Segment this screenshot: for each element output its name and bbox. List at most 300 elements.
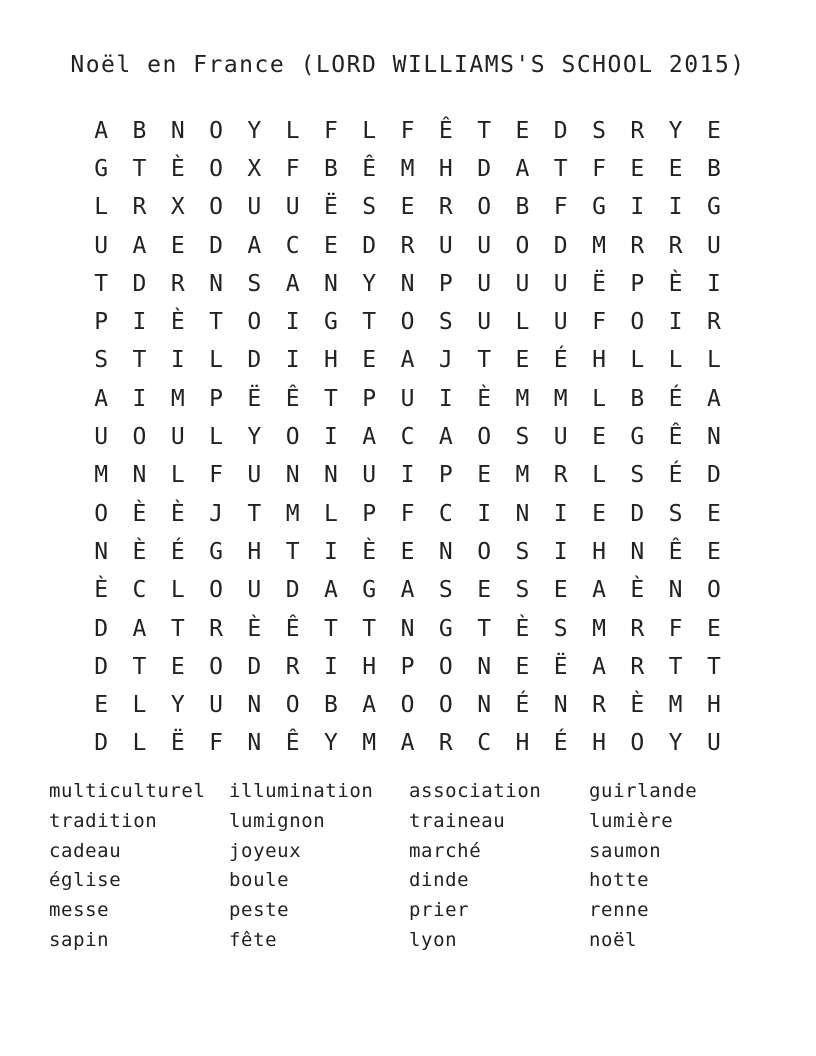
grid-letter[interactable]: P (209, 385, 223, 412)
grid-letter[interactable]: E (630, 155, 645, 182)
grid-letter[interactable]: I (553, 538, 568, 565)
grid-letter[interactable]: H (362, 653, 377, 680)
grid-letter[interactable]: R (630, 232, 645, 259)
grid-letter[interactable]: C (285, 232, 300, 259)
grid-letter[interactable]: L (592, 462, 606, 489)
grid-letter[interactable]: Ê (285, 730, 300, 757)
grid-letter[interactable]: E (477, 462, 492, 489)
grid-letter[interactable]: U (477, 309, 492, 336)
grid-letter[interactable]: T (247, 500, 262, 527)
grid-letter[interactable]: R (553, 462, 568, 489)
grid-letter[interactable]: A (94, 117, 109, 144)
grid-letter[interactable]: C (400, 424, 415, 451)
grid-letter[interactable]: O (477, 538, 492, 565)
grid-letter[interactable]: R (209, 615, 223, 642)
grid-letter[interactable]: È (362, 538, 377, 565)
grid-letter[interactable]: U (553, 270, 568, 297)
grid-letter[interactable]: L (592, 385, 606, 412)
grid-letter[interactable]: M (592, 615, 606, 642)
grid-letter[interactable]: R (706, 309, 721, 336)
grid-letter[interactable]: Y (324, 730, 338, 757)
grid-letter[interactable]: D (630, 500, 645, 527)
grid-letter[interactable]: D (706, 462, 721, 489)
grid-letter[interactable]: É (515, 692, 530, 719)
grid-letter[interactable]: Ê (362, 155, 377, 182)
grid-letter[interactable]: È (630, 577, 645, 604)
grid-letter[interactable]: L (170, 577, 185, 604)
grid-letter[interactable]: I (285, 347, 300, 374)
grid-letter[interactable]: Ë (170, 730, 185, 757)
grid-letter[interactable]: B (515, 194, 530, 221)
grid-letter[interactable]: É (668, 462, 683, 489)
grid-letter[interactable]: B (324, 692, 338, 719)
grid-letter[interactable]: L (668, 347, 683, 374)
grid-letter[interactable]: T (324, 615, 338, 642)
grid-letter[interactable]: L (209, 424, 223, 451)
grid-letter[interactable]: O (209, 577, 223, 604)
grid-letter[interactable]: N (706, 424, 721, 451)
grid-letter[interactable]: R (668, 232, 683, 259)
grid-letter[interactable]: L (132, 730, 147, 757)
grid-letter[interactable]: S (438, 577, 453, 604)
grid-letter[interactable]: R (438, 730, 453, 757)
grid-letter[interactable]: O (477, 424, 492, 451)
grid-letter[interactable]: R (592, 692, 606, 719)
grid-letter[interactable]: B (132, 117, 147, 144)
grid-letter[interactable]: M (515, 462, 530, 489)
grid-letter[interactable]: D (285, 577, 300, 604)
grid-letter[interactable]: F (209, 730, 223, 757)
grid-letter[interactable]: N (94, 538, 109, 565)
grid-letter[interactable]: I (324, 424, 338, 451)
grid-letter[interactable]: O (630, 309, 645, 336)
grid-letter[interactable]: I (285, 309, 300, 336)
grid-letter[interactable]: I (668, 194, 683, 221)
grid-letter[interactable]: O (400, 692, 415, 719)
grid-letter[interactable]: È (132, 538, 147, 565)
grid-letter[interactable]: O (94, 500, 109, 527)
grid-letter[interactable]: T (170, 615, 185, 642)
grid-letter[interactable]: N (668, 577, 683, 604)
grid-letter[interactable]: N (324, 270, 338, 297)
grid-letter[interactable]: O (209, 155, 223, 182)
grid-letter[interactable]: N (247, 730, 262, 757)
grid-letter[interactable]: È (247, 615, 262, 642)
grid-letter[interactable]: E (515, 653, 530, 680)
grid-letter[interactable]: Ê (668, 538, 683, 565)
grid-letter[interactable]: N (209, 270, 223, 297)
grid-letter[interactable]: F (209, 462, 223, 489)
grid-letter[interactable]: H (592, 347, 606, 374)
grid-letter[interactable]: S (515, 538, 530, 565)
grid-letter[interactable]: M (592, 232, 606, 259)
grid-letter[interactable]: H (324, 347, 338, 374)
grid-letter[interactable]: T (94, 270, 109, 297)
grid-letter[interactable]: E (324, 232, 338, 259)
grid-letter[interactable]: E (170, 653, 185, 680)
grid-letter[interactable]: H (515, 730, 530, 757)
grid-letter[interactable]: S (247, 270, 262, 297)
grid-letter[interactable]: U (209, 692, 223, 719)
grid-letter[interactable]: E (592, 424, 606, 451)
grid-letter[interactable]: È (170, 500, 185, 527)
grid-letter[interactable]: U (706, 232, 721, 259)
grid-letter[interactable]: U (553, 309, 568, 336)
grid-letter[interactable]: O (515, 232, 530, 259)
word-list-item: peste (229, 899, 290, 922)
grid-letter[interactable]: S (362, 194, 377, 221)
grid-letter[interactable]: È (630, 692, 645, 719)
grid-letter[interactable]: A (132, 232, 147, 259)
grid-letter[interactable]: M (553, 385, 568, 412)
grid-letter[interactable]: T (668, 653, 683, 680)
grid-letter[interactable]: N (400, 615, 415, 642)
grid-letter[interactable]: T (285, 538, 300, 565)
grid-letter[interactable]: A (285, 270, 300, 297)
grid-letter[interactable]: I (324, 653, 338, 680)
grid-letter[interactable]: O (400, 309, 415, 336)
grid-letter[interactable]: S (515, 577, 530, 604)
grid-letter[interactable]: I (706, 270, 721, 297)
grid-letter[interactable]: U (515, 270, 530, 297)
grid-letter[interactable]: G (592, 194, 606, 221)
grid-letter[interactable]: O (209, 117, 223, 144)
grid-letter[interactable]: R (132, 194, 147, 221)
grid-letter[interactable]: E (477, 577, 492, 604)
grid-letter[interactable]: T (362, 615, 377, 642)
grid-letter[interactable]: H (592, 730, 606, 757)
grid-letter[interactable]: O (285, 692, 300, 719)
grid-row (82, 112, 733, 150)
grid-letter[interactable]: P (438, 270, 453, 297)
grid-letter[interactable]: L (515, 309, 530, 336)
grid-letter[interactable]: É (668, 385, 683, 412)
grid-letter[interactable]: E (553, 577, 568, 604)
grid-letter[interactable]: E (400, 194, 415, 221)
grid-letter[interactable]: U (438, 232, 453, 259)
grid-letter[interactable]: T (477, 117, 492, 144)
grid-letter[interactable]: A (94, 385, 109, 412)
grid-letter[interactable]: I (477, 500, 492, 527)
grid-letter[interactable]: D (247, 653, 262, 680)
grid-letter[interactable]: O (247, 309, 262, 336)
grid-letter[interactable]: A (400, 347, 415, 374)
grid-letter[interactable]: A (592, 653, 606, 680)
grid-letter[interactable]: S (630, 462, 645, 489)
grid-letter[interactable]: F (400, 500, 415, 527)
grid-letter[interactable]: A (515, 155, 530, 182)
grid-row (82, 189, 733, 227)
grid-letter[interactable]: Y (362, 270, 377, 297)
grid-letter[interactable]: U (285, 194, 300, 221)
grid-letter[interactable]: D (94, 615, 109, 642)
grid-letter[interactable]: U (400, 385, 415, 412)
grid-letter[interactable]: N (247, 692, 262, 719)
grid-letter[interactable]: S (553, 615, 568, 642)
grid-letter[interactable]: G (209, 538, 223, 565)
grid-letter[interactable]: U (170, 424, 185, 451)
grid-letter[interactable]: D (247, 347, 262, 374)
grid-letter[interactable]: I (630, 194, 645, 221)
grid-letter[interactable]: Ë (553, 653, 568, 680)
grid-letter[interactable]: N (477, 653, 492, 680)
grid-letter[interactable]: F (553, 194, 568, 221)
grid-letter[interactable]: R (400, 232, 415, 259)
grid-letter[interactable]: O (209, 653, 223, 680)
grid-letter[interactable]: M (94, 462, 109, 489)
grid-letter[interactable]: U (477, 232, 492, 259)
grid-letter[interactable]: O (630, 730, 645, 757)
grid-letter[interactable]: Y (247, 424, 262, 451)
grid-letter[interactable]: I (438, 385, 453, 412)
grid-letter[interactable]: T (132, 155, 147, 182)
grid-letter[interactable]: N (630, 538, 645, 565)
grid-letter[interactable]: S (668, 500, 683, 527)
grid-letter[interactable]: E (592, 500, 606, 527)
grid-letter[interactable]: M (362, 730, 377, 757)
grid-letter[interactable]: A (438, 424, 453, 451)
grid-letter[interactable]: P (630, 270, 645, 297)
grid-letter[interactable]: D (94, 653, 109, 680)
grid-letter[interactable]: I (132, 309, 147, 336)
grid-letter[interactable]: T (209, 309, 223, 336)
grid-letter[interactable]: N (438, 538, 453, 565)
grid-letter[interactable]: R (630, 615, 645, 642)
grid-letter[interactable]: R (285, 653, 300, 680)
grid-letter[interactable]: A (706, 385, 721, 412)
word-list-item: guirlande (589, 780, 698, 802)
grid-letter[interactable]: P (362, 385, 377, 412)
grid-letter[interactable]: F (592, 155, 606, 182)
grid-letter[interactable]: É (170, 538, 185, 565)
grid-letter[interactable]: X (247, 155, 262, 182)
grid-letter[interactable]: S (438, 309, 453, 336)
grid-letter[interactable]: D (132, 270, 147, 297)
grid-letter[interactable]: A (247, 232, 262, 259)
grid-letter[interactable]: U (477, 270, 492, 297)
grid-letter[interactable]: E (362, 347, 377, 374)
grid-letter[interactable]: J (209, 500, 223, 527)
grid-letter[interactable]: É (553, 730, 568, 757)
grid-letter[interactable]: N (515, 500, 530, 527)
grid-letter[interactable]: U (94, 424, 109, 451)
grid-letter[interactable]: U (553, 424, 568, 451)
grid-letter[interactable]: È (515, 615, 530, 642)
grid-letter[interactable]: A (400, 730, 415, 757)
grid-letter[interactable]: I (132, 385, 147, 412)
grid-letter[interactable]: O (438, 653, 453, 680)
grid-letter[interactable]: Y (668, 117, 683, 144)
grid-letter[interactable]: L (630, 347, 645, 374)
grid-letter[interactable]: P (438, 462, 453, 489)
grid-letter[interactable]: R (170, 270, 185, 297)
grid-row (82, 648, 733, 686)
grid-letter[interactable]: T (477, 615, 492, 642)
grid-letter[interactable]: S (515, 424, 530, 451)
grid-letter[interactable]: D (553, 117, 568, 144)
grid-letter[interactable]: O (438, 692, 453, 719)
grid-letter[interactable]: U (247, 462, 262, 489)
grid-letter[interactable]: O (132, 424, 147, 451)
grid-letter[interactable]: L (362, 117, 377, 144)
grid-letter[interactable]: L (132, 692, 147, 719)
grid-letter[interactable]: M (515, 385, 530, 412)
grid-letter[interactable]: P (362, 500, 377, 527)
grid-letter[interactable]: A (592, 577, 606, 604)
grid-letter[interactable]: É (553, 347, 568, 374)
grid-letter[interactable]: U (247, 577, 262, 604)
grid-letter[interactable]: I (170, 347, 185, 374)
grid-letter[interactable]: O (706, 577, 721, 604)
grid-letter[interactable]: T (324, 385, 338, 412)
grid-letter[interactable]: C (477, 730, 492, 757)
grid-letter[interactable]: D (553, 232, 568, 259)
grid-letter[interactable]: S (94, 347, 109, 374)
grid-letter[interactable]: F (285, 155, 300, 182)
grid-letter[interactable]: È (132, 500, 147, 527)
grid-letter[interactable]: È (668, 270, 683, 297)
grid-letter[interactable]: I (324, 538, 338, 565)
grid-letter[interactable]: D (477, 155, 492, 182)
grid-letter[interactable]: E (170, 232, 185, 259)
grid-letter[interactable]: D (362, 232, 377, 259)
grid-letter[interactable]: N (324, 462, 338, 489)
grid-letter[interactable]: C (132, 577, 147, 604)
grid-letter[interactable]: N (477, 692, 492, 719)
grid-letter[interactable]: E (706, 538, 721, 565)
grid-letter[interactable]: I (400, 462, 415, 489)
grid-letter[interactable]: L (706, 347, 721, 374)
grid-row (82, 495, 733, 533)
grid-letter[interactable]: È (94, 577, 109, 604)
grid-letter[interactable]: N (132, 462, 147, 489)
grid-letter[interactable]: T (132, 653, 147, 680)
grid-letter[interactable]: G (94, 155, 109, 182)
grid-letter[interactable]: È (170, 155, 185, 182)
grid-letter[interactable]: U (706, 730, 721, 757)
grid-letter[interactable]: E (515, 117, 530, 144)
grid-letter[interactable]: U (94, 232, 109, 259)
grid-letter[interactable]: J (438, 347, 453, 374)
grid-letter[interactable]: G (630, 424, 645, 451)
grid-letter[interactable]: A (132, 615, 147, 642)
grid-letter[interactable]: E (515, 347, 530, 374)
grid-letter[interactable]: H (706, 692, 721, 719)
grid-letter[interactable]: N (170, 117, 185, 144)
grid-letter[interactable]: N (400, 270, 415, 297)
grid-letter[interactable]: Ê (285, 385, 300, 412)
grid-letter[interactable]: B (630, 385, 645, 412)
grid-letter[interactable]: E (706, 117, 721, 144)
grid-letter[interactable]: R (630, 653, 645, 680)
grid-letter[interactable]: E (706, 615, 721, 642)
grid-letter[interactable]: Ê (668, 424, 683, 451)
grid-letter[interactable]: E (400, 538, 415, 565)
grid-letter[interactable]: Ê (285, 615, 300, 642)
grid-letter[interactable]: R (438, 194, 453, 221)
grid-letter[interactable]: F (668, 615, 683, 642)
grid-letter[interactable]: C (438, 500, 453, 527)
grid-letter[interactable]: G (706, 194, 721, 221)
page-title: Noël en France (LORD WILLIAMS'S SCHOOL 2015) (70, 52, 746, 78)
grid-letter[interactable]: E (94, 692, 109, 719)
grid-letter[interactable]: M (668, 692, 683, 719)
grid-letter[interactable]: Y (170, 692, 185, 719)
grid-letter[interactable]: Ê (438, 117, 453, 144)
grid-letter[interactable]: È (477, 385, 492, 412)
grid-letter[interactable]: F (324, 117, 338, 144)
grid-letter[interactable]: H (592, 538, 606, 565)
grid-letter[interactable]: S (592, 117, 606, 144)
grid-letter[interactable]: I (553, 500, 568, 527)
grid-letter[interactable]: Ë (247, 385, 262, 412)
grid-letter[interactable]: A (324, 577, 338, 604)
grid-letter[interactable]: I (668, 309, 683, 336)
grid-letter[interactable]: T (362, 309, 377, 336)
grid-letter[interactable]: P (94, 309, 109, 336)
grid-letter[interactable]: Y (668, 730, 683, 757)
grid-letter[interactable]: M (170, 385, 185, 412)
word-list-item: noël (589, 928, 638, 951)
word-list-item: sapin (49, 928, 110, 951)
word-list-item: lumière (589, 809, 674, 832)
grid-letter[interactable]: Ë (324, 194, 338, 221)
grid-letter[interactable]: T (132, 347, 147, 374)
grid-letter[interactable]: D (94, 730, 109, 757)
grid-letter[interactable]: G (324, 309, 338, 336)
grid-letter[interactable]: Y (247, 117, 262, 144)
grid-letter[interactable]: A (400, 577, 415, 604)
grid-letter[interactable]: F (400, 117, 415, 144)
grid-letter[interactable]: T (706, 653, 721, 680)
grid-letter[interactable]: O (285, 424, 300, 451)
grid-letter[interactable]: G (362, 577, 377, 604)
grid-letter[interactable]: H (247, 538, 262, 565)
grid-letter[interactable]: B (706, 155, 721, 182)
grid-letter[interactable]: L (170, 462, 185, 489)
grid-letter[interactable]: B (324, 155, 338, 182)
grid-letter[interactable]: L (285, 117, 300, 144)
grid-letter[interactable]: D (209, 232, 223, 259)
grid-letter[interactable]: R (630, 117, 645, 144)
grid-letter[interactable]: E (668, 155, 683, 182)
grid-letter[interactable]: L (324, 500, 338, 527)
grid-letter[interactable]: È (170, 309, 185, 336)
grid-letter[interactable]: A (362, 424, 377, 451)
grid-letter[interactable]: E (706, 500, 721, 527)
word-list-item: église (49, 869, 122, 892)
grid-letter[interactable]: G (438, 615, 453, 642)
grid-letter[interactable]: A (362, 692, 377, 719)
grid-letter[interactable]: H (438, 155, 453, 182)
grid-letter[interactable]: L (94, 194, 109, 221)
grid-letter[interactable]: M (285, 500, 300, 527)
grid-letter[interactable]: Ë (592, 270, 606, 297)
grid-letter[interactable]: O (477, 194, 492, 221)
grid-letter[interactable]: N (285, 462, 300, 489)
grid-letter[interactable]: O (209, 194, 223, 221)
grid-letter[interactable]: M (400, 155, 415, 182)
grid-letter[interactable]: U (247, 194, 262, 221)
grid-letter[interactable]: X (170, 194, 185, 221)
grid-letter[interactable]: T (553, 155, 568, 182)
grid-letter[interactable]: T (477, 347, 492, 374)
grid-letter[interactable]: F (592, 309, 606, 336)
grid-letter[interactable]: L (209, 347, 223, 374)
grid-letter[interactable]: N (553, 692, 568, 719)
grid-letter[interactable]: U (362, 462, 377, 489)
grid-letter[interactable]: P (400, 653, 415, 680)
